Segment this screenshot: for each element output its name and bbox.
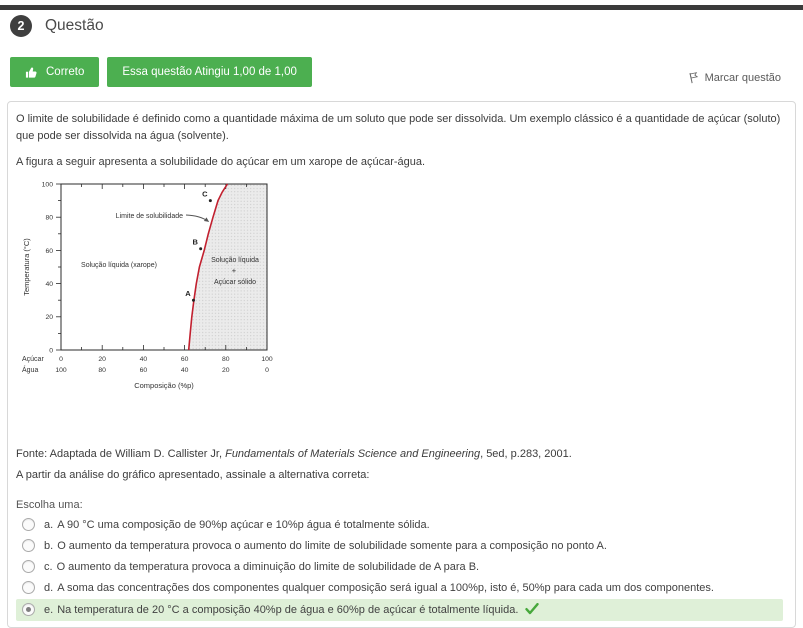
x-tick-label-acucar: 80 (222, 355, 230, 363)
x-tick-label-agua: 0 (265, 366, 269, 374)
point-label-a: A (185, 288, 191, 298)
option-radio-c[interactable] (22, 560, 35, 573)
grade-badge (107, 57, 312, 87)
option-text: Na temperatura de 20 °C a composição 40%p de água e 60%p de açúcar é totalmente líquida. (57, 603, 519, 616)
question-number-badge: 2 (10, 15, 32, 37)
x-tick-label-agua: 80 (98, 366, 106, 374)
option-radio-a[interactable] (22, 518, 35, 531)
left-region-label: Solução líquida (xarope) (81, 261, 157, 269)
y-tick-label: 40 (45, 280, 53, 288)
x-tick-label-agua: 40 (180, 366, 189, 374)
choose-one-label: Escolha uma: (16, 498, 83, 511)
x-tick-label-agua: 100 (55, 366, 67, 374)
option-letter: b. (44, 539, 54, 552)
x-tick-label-acucar: 60 (180, 355, 189, 363)
point-label-b: B (192, 237, 198, 247)
option-letter: a. (44, 518, 54, 531)
y-axis-title: Temperatura (°C) (22, 237, 31, 296)
x-tick-label-acucar: 40 (139, 355, 148, 363)
y-tick-label: 20 (45, 313, 53, 321)
x-row-label-acucar: Açúcar (22, 355, 44, 363)
flag-link-label[interactable]: Marcar questão (704, 71, 781, 84)
point-marker-b (199, 247, 202, 250)
solubility-limit-annotation: Limite de solubilidade (115, 212, 183, 220)
x-tick-label-agua: 20 (222, 366, 230, 374)
annotation-arrow (186, 215, 209, 222)
x-axis-title: Composição (%p) (134, 380, 194, 390)
option-row-e[interactable] (16, 599, 783, 621)
y-tick-label: 80 (45, 214, 53, 222)
option-text: A soma das concentrações dos componentes qualquer composição será igual a 100%p, isto é, 50%p para cada um dos componentes. (57, 581, 714, 594)
source-prefix: Fonte: Adaptada de William D. Callister Jr, (16, 447, 226, 460)
top-bar (0, 5, 803, 10)
question-box (7, 101, 796, 628)
option-radio-d[interactable] (22, 581, 35, 594)
question-paragraph-2: A figura a seguir apresenta a solubilidade do açúcar em um xarope de açúcar-água. (16, 156, 426, 168)
question-paragraph-1: O limite de solubilidade é definido como a quantidade máxima de um soluto que pode ser dissolvida. Um exemplo clássico é a quantidade de açúcar (soluto) que pode ser dissolvida na água (solvente). (16, 113, 781, 142)
point-label-c: C (202, 189, 208, 199)
option-radio-b[interactable] (22, 539, 35, 552)
option-row-a[interactable] (16, 515, 783, 535)
y-tick-label: 100 (41, 180, 53, 188)
point-marker-a (192, 298, 195, 301)
right-region-label-2: Açúcar sólido (213, 278, 257, 286)
y-tick-label: 0 (49, 346, 53, 354)
option-text: A 90 °C uma composição de 90%p açúcar e 10%p água é totalmente sólida. (57, 518, 430, 531)
point-marker-c (209, 199, 212, 202)
option-row-b[interactable] (16, 536, 783, 556)
x-tick-label-agua: 60 (139, 366, 148, 374)
flag-question-link[interactable] (688, 71, 781, 84)
right-region-label-1: Solução líquida (211, 256, 259, 264)
option-row-d[interactable] (16, 578, 783, 598)
flag-icon (686, 70, 700, 85)
source-book-title: Fundamentals of Materials Science and Engineering (225, 447, 481, 460)
x-row-label-agua: Água (22, 366, 39, 374)
correct-badge (10, 57, 99, 87)
option-row-c[interactable] (16, 557, 783, 577)
solubility-chart-svg (16, 181, 278, 393)
correct-badge-label: Correto (46, 66, 85, 78)
instruction-text: A partir da análise do gráfico apresentado, assinale a alternativa correta: (16, 468, 370, 481)
solubility-chart (16, 181, 783, 398)
option-text: O aumento da temperatura provoca o aumento do limite de solubilidade somente para a composição no ponto A. (57, 539, 607, 552)
option-letter: c. (44, 560, 53, 573)
question-header (0, 5, 803, 87)
thumbs-up-icon (25, 66, 38, 79)
option-letter: d. (44, 581, 54, 594)
grade-badge-label: Essa questão Atingiu 1,00 de 1,00 (122, 66, 297, 78)
option-text: O aumento da temperatura provoca a diminuição do limite de solubilidade de A para B. (56, 560, 480, 573)
right-region-plus: + (231, 265, 237, 275)
two-phase-region (189, 184, 267, 350)
x-tick-label-acucar: 100 (261, 355, 273, 363)
x-tick-label-acucar: 0 (59, 355, 63, 363)
question-title: Questão (45, 17, 104, 34)
source-line (16, 446, 783, 463)
source-suffix: , 5ed, p.283, 2001. (480, 447, 572, 460)
option-letter: e. (44, 603, 54, 616)
x-tick-label-acucar: 20 (98, 355, 106, 363)
y-tick-label: 60 (45, 247, 53, 255)
